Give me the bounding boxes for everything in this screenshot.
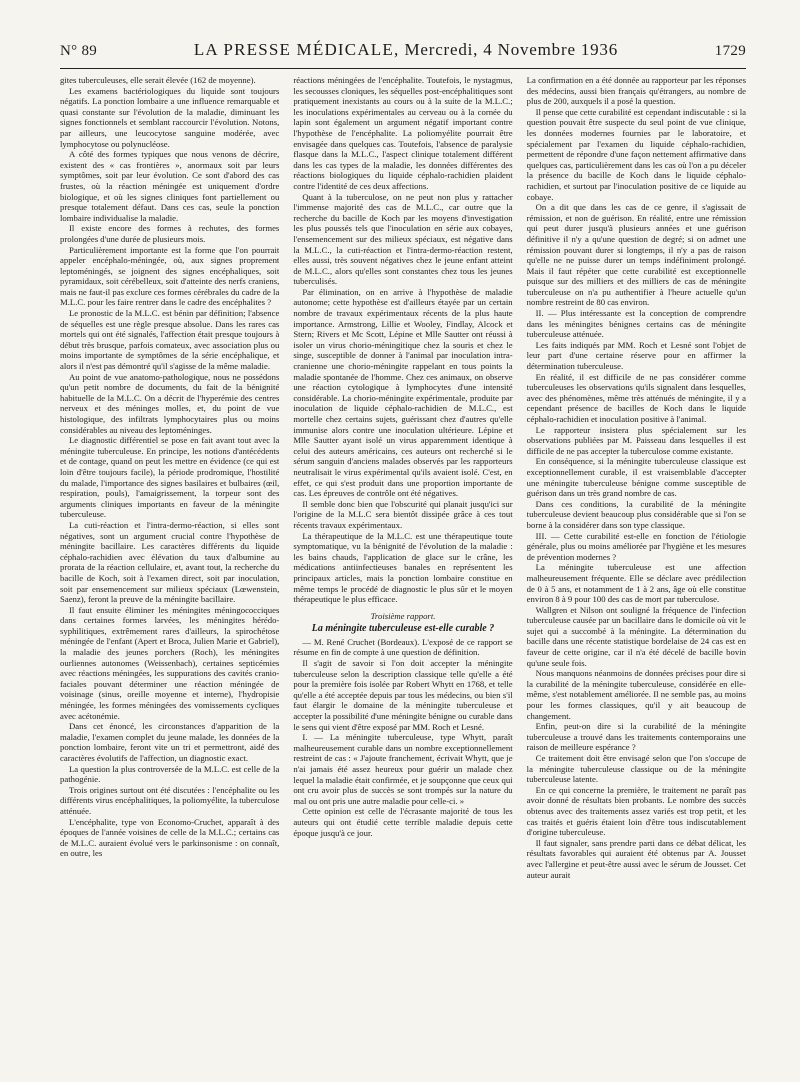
paragraph: La thérapeutique de la M.L.C. est une thérapeutique toute symptomatique, vu la bénignité de l'évolution de la maladie : les bains chauds, l'application de glace sur le crâne, les médications antiinfectieuses banales en représentent les principaux articles, mais la ponction lombaire constitue en même temps le procédé de diagnostic le plus sûr et le moyen thérapeutique le plus efficace. — [293, 530, 513, 605]
column-1 — [60, 75, 279, 1065]
paragraph: En conséquence, si la méningite tuberculeuse classique est exceptionnellement curable, il est vraisemblable d'accepter une méningite tuberculeuse bénigne comme susceptible de guérison dans un très grand nombre de cas. — [526, 456, 746, 499]
paragraph: Dans cet énoncé, les circonstances d'apparition de la maladie, l'examen complet du jeune malade, les données de la ponction lombaire, feront vite un tri et permettront, aidé des caractères évolutifs de l'affection, un diagnostic exact. — [60, 721, 280, 763]
column-3 — [527, 75, 746, 1065]
paragraph: La cuti-réaction et l'intra-dermo-réaction, si elles sont négatives, sont un argument crucial contre l'hypothèse de méningite bacillaire. Les caractères différents du liquide céphalo-rachidien avec élévation du taux d'albumine au prorata de la réaction cellulaire, et, avant tout, la recherche du bacille de Koch, soit à l'examen direct, soit par inoculation, soit par ensemencement sur milieux spéciaux (Lœwenstein, Saenz), feront la preuve de la méningite bacillaire. — [60, 519, 280, 605]
paragraph: I. — La méningite tuberculeuse, type Whytt, paraît malheureusement curable dans un nombre exceptionnellement restreint de cas : « J'ajoute franchement, écrivait Whytt, que je n'ai jamais été assez heureux pour guérir un malade chez lequel la maladie était confirmée, et je soupçonne que ceux qui ont cru avoir plus de succès se sont trompés sur la nature du mal ou ont pris une autre maladie pour celle-ci. » — [293, 732, 513, 806]
paragraph: Les faits indiqués par MM. Roch et Lesné sont l'objet de leur part d'une certaine réserve pour en affirmer la détermination tuberculeuse. — [526, 339, 746, 372]
paragraph: Cette opinion est celle de l'écrasante majorité de tous les auteurs qui ont étudié cette terrible maladie depuis cette époque jusqu'à ce jour. — [293, 806, 513, 838]
paragraph: A côté des formes typiques que nous venons de décrire, existent des « cas frontières », anormaux soit par leurs symptômes, soit par leur évolution. Ce sont d'abord des cas frustes, où la réaction méningée est uniquement d'ordre biologique, et où les signes cliniques font partiellement ou presque totalement défaut. Dans ces cas, seule la ponction lombaire individualise la maladie. — [60, 149, 280, 223]
section-heading: La méningite tuberculeuse est-elle curable ? — [311, 623, 495, 635]
paragraph: En ce qui concerne la première, le traitement ne paraît pas avoir donné de résultats bien probants. Le nombre des succès obtenus avec des traitements assez variés est trop petit, et les cas traités et guéris étaient loin d'être tous indiscutablement d'origine tuberculeuse. — [526, 784, 746, 838]
paragraph: II. — Plus intéressante est la conception de comprendre dans les méningites bénignes certains cas de méningite tuberculeuse atténuée. — [526, 308, 746, 340]
paragraph: Particulièrement importante est la forme que l'on pourrait appeler encéphalo-méningée, où, aux signes proprement leptoméningés, se joignent des signes encéphaliques, soit pyramidaux, soit cérébelleux, soit d'atteinte des nerfs craniens, mais ne faut-il pas exclure ces formes cérébrales du cadre de la M.L.C. pour les faire rentrer dans le cadre des encéphalites ? — [60, 244, 280, 308]
paragraph: Enfin, peut-on dire si la curabilité de la méningite tuberculeuse a trouvé dans les traitements contemporains une raison de meilleure espérance ? — [526, 721, 746, 753]
page-header — [60, 40, 746, 68]
paragraph: Le diagnostic différentiel se pose en fait avant tout avec la méningite tuberculeuse. En principe, les notions d'antécédents et de contage, quand on peut les mettre en évidence (ce qui est loin d'être toujours facile), la période prodromique, l'hostilité du malade, l'importance des signes basilaires et bulbaires (œil, respiration, pouls), l'amaigrissement, la torpeur sont des arguments cliniques importants en faveur de la méningite tuberculeuse. — [60, 435, 280, 520]
paragraph: La confirmation en a été donnée au rapporteur par les réponses des médecins, aussi bien français qu'étrangers, au nombre de plus de 200, auxquels il a posé la question. — [526, 75, 746, 107]
publication-title: LA PRESSE MÉDICALE, — [193, 40, 400, 59]
column-2-report — [293, 637, 512, 838]
paragraph: Le rapporteur insistera plus spécialement sur les observations publiées par M. Paisseau dans lesquelles il est difficile de ne pas accepter la tuberculose comme existante. — [526, 424, 746, 456]
paragraph: gites tuberculeuses, elle serait élevée (162 de moyenne). — [60, 75, 256, 85]
paragraph: Au point de vue anatomo-pathologique, nous ne possédons qu'un petit nombre de documents, du fait de la bénignité habituelle de la M.L.C. On a décrit de l'hyperémie des centres nerveux et des méninges molles, et, du point de vue histologique, des infiltrats lymphocytaires plus ou moins considérables au niveau des leptoméninges. — [60, 371, 280, 435]
paragraph: Il s'agit de savoir si l'on doit accepter la méningite tuberculeuse selon la description classique telle qu'elle a été pour la première fois isolée par Robert Whytt en 1768, et telle qu'elle a été acceptée depuis par tous les médecins, ou bien s'il faut élargir le domaine de la méningite tuberculeuse et accepter la possibilité d'une méningite bénigne ou curable dans le sens qui vient d'être exposé par MM. Roch et Lesné. — [293, 658, 513, 732]
paragraph: Nous manquons néanmoins de données précises pour dire si la curabilité de la méningite tuberculeuse, considérée en elle-même, s'est notablement améliorée. Il ne semble pas, au moins pour les formes classiques, qu'il y ait beaucoup de changement. — [526, 668, 746, 721]
paragraph: réactions méningées de l'encéphalite. Toutefois, le nystagmus, les secousses cloniques, les séquelles post-encéphalitiques sont pratiquement inexistants au cours ou à la suite de la M.L.C.; les inoculations expérimentales au cerveau ou à la cornée du lapin sont également un argument négatif important contre l'hypothèse de l'encéphalite. La poliomyélite pourrait être envisagée dans quelques cas. Toutefois, l'absence de paralysie flasque dans la M.L.C., l'aspect clinique totalement différent dans les cas types de la maladie, les données différentes des réactions biologiques du liquide céphalo-rachidien plaident contre l'identité de ces deux affections. — [293, 75, 513, 191]
issue-date: Mercredi, 4 Novembre 1936 — [404, 40, 619, 59]
paragraph: Wallgren et Nilson ont souligné la fréquence de l'infection tuberculeuse causée par un bacillaire dans le domicile où vit le sujet qui a succombé à la méningite. La détermination du bacille dans une récente statistique bordelaise de 24 cas est en faveur de cette origine, car il n'a été décelé de bacille bovin qu'une seule fois. — [526, 604, 746, 668]
article-columns — [60, 75, 746, 1065]
paragraph: Trois origines surtout ont été discutées : l'encéphalite ou les différents virus encéphalitiques, la poliomyélite, la tuberculose atténuée. — [60, 784, 280, 816]
paragraph: Ce traitement doit être envisagé selon que l'on s'occupe de la méningite tuberculeuse classique ou de la méningite tuberculeuse latente. — [526, 753, 746, 785]
paragraph: La question la plus controversée de la M.L.C. est celle de la pathogénie. — [60, 763, 280, 785]
paragraph: Dans ces conditions, la curabilité de la méningite tuberculeuse devient beaucoup plus considérable que si l'on se borne à la considérer dans son type classique. — [526, 498, 746, 530]
paragraph: Le pronostic de la M.L.C. est bénin par définition; l'absence de séquelles est une règle presque absolue. Dans les rares cas mortels qui ont été signalés, l'affection était presque toujours à début très brusque, parfois comateux, avec association plus ou moins importante de symptômes de la série encéphalique, et alors il n'est pas démontré qu'il s'agisse de la même maladie. — [60, 308, 280, 372]
paragraph: Il semble donc bien que l'obscurité qui planait jusqu'ici sur l'origine de la M.L.C sera bientôt dissipée grâce à ces tout récents travaux expérimentaux. — [293, 498, 513, 530]
paragraph: Les examens bactériologiques du liquide sont toujours négatifs. La ponction lombaire a une influence remarquable et quasi constante sur l'évolution de la maladie, diminuant les signes fonctionnels et semblant raccourcir l'évolution. Notons, par ailleurs, une leucocytose sanguine modérée, avec lymphocytose ou polynucléose. — [60, 85, 280, 149]
header-rule — [60, 68, 746, 69]
column-2 — [293, 75, 512, 1065]
paragraph: Il pense que cette curabilité est cependant indiscutable : si la question pouvait être suspecte du seul point de vue clinique, les données modernes fournies par le laboratoire, et spécialement par l'examen du liquide céphalo-rachidien, permettent de répondre d'une façon nettement affirmative dans quelques cas, particulièrement dans les cas où l'on a pu déceler la présence du bacille de Koch dans le liquide céphalo-rachidien, et surtout par l'inoculation positive de ce liquide au cobaye. — [526, 106, 746, 202]
section-label: Troisième rapport. — [370, 610, 436, 621]
paragraph: Il faut ensuite éliminer les méningites méningococciques dans certaines formes larvées, les méningites hérédo-syphilitiques, extrêmement rares d'ailleurs, la spirochétose méningée de l'enfant (Apert et Broca, Julien Marie et Gabriel), la maladie des jeunes porchers (Roch), les méningites ourliennes autonomes (Weissenbach), certaines septicémies avec réactions méningées, les suppurations des cavités cranio-faciales pouvant déterminer une réaction méningée de voisinage (sinus, oreille moyenne et interne), l'hydropisie méningée, les formes méningées des vomissements cycliques avec acétonémie. — [60, 604, 280, 721]
paragraph: — M. René Cruchet (Bordeaux). L'exposé de ce rapport se résume en fin de compte à une question de définition. — [293, 636, 513, 658]
paragraph: Par élimination, on en arrive à l'hypothèse de maladie autonome; cette hypothèse est d'ailleurs étayée par un certain nombre de travaux expérimentaux récents de la plus haute importance. Armstrong, Lillie et Wooley, Findlay, Alcock et Stern; Rivers et Mc Scott, Lépine et Mlle Sautter ont réussi à isoler un virus chorio-méningitique chez la souris et chez le singe, susceptible de donner à l'animal par inoculation intra-cranienne une chorio-méningite rappelant en tous points la maladie spontanée de l'homme. Chez ces animaux, on observe une réaction cytologique à lymphocytes d'une intensité considérable. La chorio-méningite expérimentale, produite par inoculation de liquide céphalo-rachidien de M.L.C., est mortelle chez certains sujets, guérissant chez d'autres qu'elle immunise alors contre une inoculation ultérieure. Lépine et Mlle Sautter ayant isolé un virus apparemment identique à celui des auteurs américains, ces auteurs ont recherché si le sérum sanguin d'anciens malades observés par les rapporteurs neutralisait le virus expérimental qu'ils avaient isolé. C'est, en effet, ce qui s'est produit dans une proportion importante de cas. Les épreuves de contrôle ont été négatives. — [293, 286, 513, 499]
paragraph: L'encéphalite, type von Economo-Cruchet, apparaît à des époques de l'année voisines de celle de la M.L.C.; certains cas de M.L.C. auraient évolué vers le parkinsonisme : on connaît, en outre, les — [60, 816, 280, 859]
page-number: 1729 — [714, 43, 746, 59]
paragraph: Quant à la tuberculose, on ne peut non plus y rattacher l'immense majorité des cas de M.L.C., car outre que la recherche du bacille de Koch par les moyens d'investigation les plus poussés tels que l'inoculation en série aux cobayes, l'ensemencement sur des milieux spéciaux, est négative dans la M.L.C., la cuti-réaction et l'intra-dermo-réaction restent, elles aussi, très souvent négatives chez le jeune enfant atteint de M.L.C., alors qu'elles sont constantes chez tous les jeunes tuberculisés. — [293, 191, 513, 287]
publication-line — [194, 40, 618, 60]
paragraph: III. — Cette curabilité est-elle en fonction de l'étiologie générale, plus ou moins améliorée par l'hygiène et les mesures de prévention modernes ? — [526, 530, 746, 562]
paragraph: La méningite tuberculeuse est une affection malheureusement fréquente. Elle se déclare avec prédilection de 0 à 5 ans, et notamment de 1 à 2 ans, âge où elle constitue environ 8 à 9 pour 100 des cas de mort par tuberculose. — [526, 562, 746, 605]
paragraph: Il existe encore des formes à rechutes, des formes prolongées d'une durée de plusieurs mois. — [60, 223, 280, 244]
issue-number: N° 89 — [60, 43, 98, 59]
column-2-body — [293, 75, 512, 605]
paragraph: En réalité, il est difficile de ne pas considérer comme tuberculeuses les observations qu'ils signalent dans lesquelles, avec des phénomènes, même très atténués de méningite, il y a cependant présence de bacilles de Koch dans le liquide céphalo-rachidien et inoculation positive à l'animal. — [526, 371, 746, 424]
paragraph: Il faut signaler, sans prendre parti dans ce débat délicat, les résultats favorables qui auraient été obtenus par A. Jousset avec l'allergine et peut-être aussi avec le sérum de Jousset. Cet auteur aurait — [526, 837, 746, 880]
paragraph: On a dit que dans les cas de ce genre, il s'agissait de rémission, et non de guérison. En réalité, entre une rémission qui peut durer jusqu'à plusieurs années et une guérison définitive il n'y a qu'une question de degré; si on admet une rémission pouvant durer si longtemps, il n'y a pas de raison qu'elle ne ne puisse durer un temps indéfiniment prolongé. Mais il faut répéter que cette curabilité est exceptionnelle puisque sur des milliers et des milliers de cas de méningite tuberculeuse on n'a pu authentifier à l'heure actuelle qu'un nombre restreint de 80 cas environ. — [526, 202, 746, 308]
